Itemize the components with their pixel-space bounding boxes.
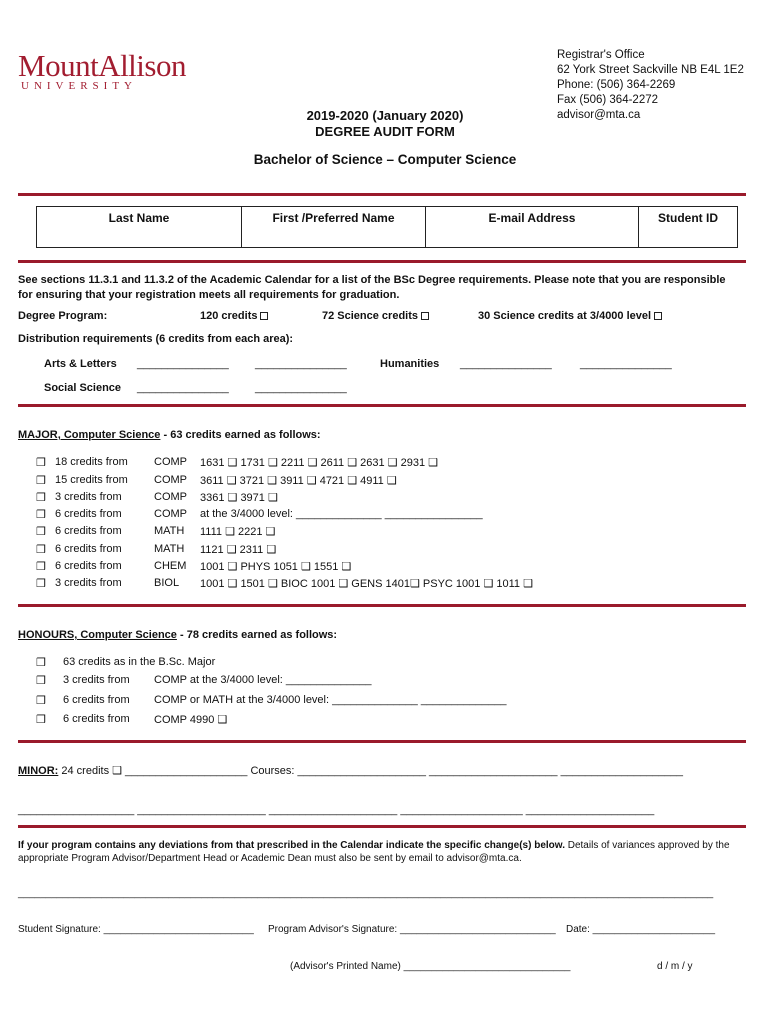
arts-blank-2[interactable]: _______________ — [255, 358, 347, 370]
humanities-blank-2[interactable]: _______________ — [580, 358, 672, 370]
major-row-credits: 3 credits from — [55, 491, 122, 503]
university-logo-subtitle: UNIVERSITY — [21, 80, 137, 92]
divider — [18, 260, 746, 263]
divider — [18, 825, 746, 828]
email-field[interactable] — [426, 207, 639, 247]
checkbox-120[interactable] — [260, 312, 268, 320]
major-row-checkbox[interactable]: ❒ — [36, 526, 46, 538]
major-row-subject: BIOL — [154, 577, 180, 589]
major-row-courses[interactable]: at the 3/4000 level: ______________ ________________ — [200, 508, 483, 520]
honours-row-detail[interactable]: COMP 4990 ❑ — [154, 714, 228, 726]
major-row-checkbox[interactable]: ❒ — [36, 475, 46, 487]
student-info-table — [36, 206, 738, 248]
arts-letters-label: Arts & Letters — [44, 358, 117, 370]
student-signature-field[interactable]: Student Signature: ___________________________ — [18, 924, 254, 935]
checkbox-30[interactable] — [654, 312, 662, 320]
degree-program-label: Degree Program: — [18, 310, 108, 322]
advisor-printed-name-field[interactable]: (Advisor's Printed Name) ______________________________ — [290, 961, 571, 972]
honours-row-credits: 63 credits as in the B.Sc. Major — [63, 656, 216, 668]
major-row-subject: CHEM — [154, 560, 187, 572]
honours-row-checkbox[interactable]: ❒ — [36, 714, 46, 726]
major-row-subject: MATH — [154, 543, 185, 555]
social-blank-1[interactable]: _______________ — [137, 382, 229, 394]
honours-row-credits: 3 credits from — [63, 674, 130, 686]
major-row-credits: 6 credits from — [55, 525, 122, 537]
honours-row-checkbox[interactable]: ❒ — [36, 675, 46, 687]
major-heading: MAJOR, Computer Science - 63 credits earned as follows: — [18, 429, 321, 441]
major-row-checkbox[interactable]: ❒ — [36, 544, 46, 556]
major-row-credits: 6 credits from — [55, 543, 122, 555]
first-name-header: First /Preferred Name — [272, 211, 395, 225]
major-row-courses[interactable]: 1111 ❑ 2221 ❑ — [200, 526, 276, 538]
honours-row-credits: 6 credits from — [63, 694, 130, 706]
program-title: Bachelor of Science – Computer Science — [253, 152, 517, 167]
major-row-subject: COMP — [154, 491, 187, 503]
minor-label: MINOR: — [18, 765, 59, 777]
major-row-credits: 6 credits from — [55, 508, 122, 520]
major-row-credits: 6 credits from — [55, 560, 122, 572]
major-row-credits: 15 credits from — [55, 474, 128, 486]
honours-row-credits: 6 credits from — [63, 713, 130, 725]
major-row-subject: MATH — [154, 525, 185, 537]
major-row-courses[interactable]: 3611 ❑ 3721 ❑ 3911 ❑ 4721 ❑ 4911 ❑ — [200, 475, 397, 487]
minor-courses-line[interactable]: ___________________ _____________________ _____________________ ____________________ _____________________ — [18, 804, 655, 816]
credits-120: 120 credits — [200, 310, 268, 322]
student-id-field[interactable] — [639, 207, 737, 247]
major-row-checkbox[interactable]: ❒ — [36, 509, 46, 521]
humanities-blank-1[interactable]: _______________ — [460, 358, 552, 370]
major-row-credits: 18 credits from — [55, 456, 128, 468]
major-row-courses[interactable]: 1631 ❑ 1731 ❑ 2211 ❑ 2611 ❑ 2631 ❑ 2931 ❑ — [200, 457, 438, 469]
social-blank-2[interactable]: _______________ — [255, 382, 347, 394]
office-street: 62 York Street Sackville NB E4L 1E2 — [557, 64, 744, 76]
university-logo: MountAllison — [18, 48, 186, 83]
major-row-courses[interactable]: 1001 ❑ PHYS 1051 ❑ 1551 ❑ — [200, 561, 352, 573]
date-field[interactable]: Date: ______________________ — [566, 924, 716, 935]
major-row-courses[interactable]: 1001 ❑ 1501 ❑ BIOC 1001 ❑ GENS 1401❑ PSYC 1001 ❑ 1011 ❑ — [200, 578, 533, 590]
form-year: 2019-2020 (January 2020) — [306, 108, 464, 123]
humanities-label: Humanities — [380, 358, 440, 370]
major-row-credits: 3 credits from — [55, 577, 122, 589]
last-name-field[interactable] — [37, 207, 242, 247]
distribution-label: Distribution requirements (6 credits from each area): — [18, 333, 294, 345]
office-address — [557, 48, 744, 123]
major-row-checkbox[interactable]: ❒ — [36, 492, 46, 504]
major-row-courses[interactable]: 1121 ❑ 2311 ❑ — [200, 544, 277, 556]
honours-row-checkbox[interactable]: ❒ — [36, 695, 46, 707]
checkbox-72[interactable] — [421, 312, 429, 320]
divider — [18, 193, 746, 196]
intro-line1: See sections 11.3.1 and 11.3.2 of the Academic Calendar for a list of the BSc Degree requirements. Please note that you are responsible — [18, 274, 726, 286]
deviation-note-line2: appropriate Program Advisor/Department Head or Academic Dean must also be sent by email to advisor@mta.ca. — [18, 853, 522, 864]
form-title: DEGREE AUDIT FORM — [315, 124, 455, 139]
divider — [18, 740, 746, 743]
office-fax: Fax (506) 364-2272 — [557, 94, 659, 106]
major-row-subject: COMP — [154, 474, 187, 486]
honours-row-detail[interactable]: COMP or MATH at the 3/4000 level: ______________ ______________ — [154, 694, 507, 706]
last-name-header: Last Name — [108, 211, 170, 225]
divider — [18, 604, 746, 607]
office-name: Registrar's Office — [557, 49, 645, 61]
intro-line2: for ensuring that your registration meets all requirements for graduation. — [18, 289, 400, 301]
major-row-checkbox[interactable]: ❒ — [36, 561, 46, 573]
office-email[interactable]: advisor@mta.ca — [557, 109, 641, 121]
science-credits-72: 72 Science credits — [322, 310, 429, 322]
arts-blank-1[interactable]: _______________ — [137, 358, 229, 370]
major-row-checkbox[interactable]: ❒ — [36, 457, 46, 469]
major-row-subject: COMP — [154, 508, 187, 520]
honours-row-checkbox[interactable]: ❒ — [36, 657, 46, 669]
divider — [18, 404, 746, 407]
major-row-checkbox[interactable]: ❒ — [36, 578, 46, 590]
major-row-courses[interactable]: 3361 ❑ 3971 ❑ — [200, 492, 278, 504]
deviation-note: If your program contains any deviations from that prescribed in the Calendar indicate the specific change(s) below. Details of variances approved by the — [18, 840, 730, 851]
minor-row[interactable]: MINOR: 24 credits ❑ ____________________ Courses: _____________________ _____________________ ____________________ — [18, 765, 683, 777]
major-row-subject: COMP — [154, 456, 187, 468]
student-id-header: Student ID — [658, 211, 718, 225]
first-name-field[interactable] — [242, 207, 426, 247]
honours-row-detail[interactable]: COMP at the 3/4000 level: ______________ — [154, 674, 372, 686]
advisor-signature-field[interactable]: Program Advisor's Signature: ____________________________ — [268, 924, 556, 935]
deviation-input-line[interactable]: _____________________________________________________________________________________________________________________________ — [18, 888, 714, 899]
social-science-label: Social Science — [44, 382, 122, 394]
office-phone: Phone: (506) 364-2269 — [557, 79, 676, 91]
honours-heading: HONOURS, Computer Science - 78 credits earned as follows: — [18, 629, 338, 641]
science-credits-30: 30 Science credits at 3/4000 level — [478, 310, 662, 322]
email-header: E-mail Address — [488, 211, 576, 225]
date-format-hint: d / m / y — [657, 961, 693, 972]
